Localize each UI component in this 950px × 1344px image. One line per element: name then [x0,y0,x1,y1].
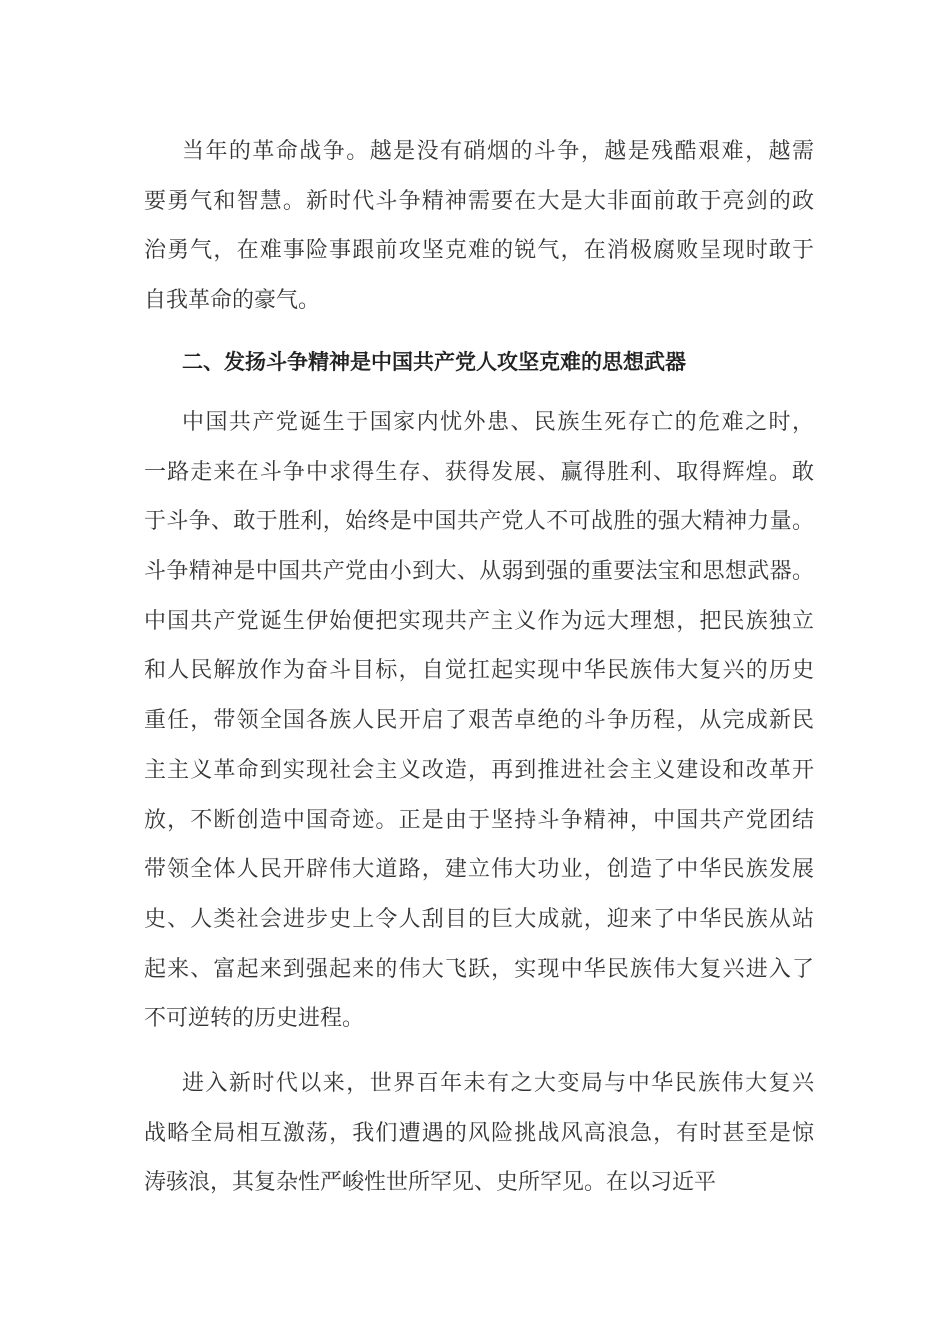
text-line: 于斗争、敢于胜利，始终是中国共产党人不可战胜的强大精神力量。 [144,509,814,535]
text-line: 起来、富起来到强起来的伟大飞跃，实现中华民族伟大复兴进入了 [144,956,814,982]
text-line: 重任，带领全国各族人民开启了艰苦卓绝的斗争历程，从完成新民 [144,708,814,734]
text-line: 不可逆转的历史进程。 [144,1006,365,1032]
text-line: 要勇气和智慧。新时代斗争精神需要在大是大非面前敢于亮剑的政 [144,188,814,214]
section-heading: 二、发扬斗争精神是中国共产党人攻坚克难的思想武器 [182,350,686,374]
text-line: 进入新时代以来，世界百年未有之大变局与中华民族伟大复兴 [182,1071,814,1096]
text-line: 一路走来在斗争中求得生存、获得发展、赢得胜利、取得辉煌。敢 [144,459,814,485]
text-line: 自我革命的豪气。 [144,288,321,314]
text-line: 和人民解放作为奋斗目标，自觉扛起实现中华民族伟大复兴的历史 [144,658,814,684]
paragraph-2 [144,398,814,1044]
paragraph-3 [144,1059,814,1208]
text-line: 中国共产党诞生伊始便把实现共产主义作为远大理想，把民族独立 [144,608,814,634]
text-line: 主主义革命到实现社会主义改造，再到推进社会主义建设和改革开 [144,757,814,783]
text-line: 带领全体人民开辟伟大道路，建立伟大功业，创造了中华民族发展 [144,857,814,883]
paragraph-1 [144,127,814,326]
text-line: 当年的革命战争。越是没有硝烟的斗争，越是残酷艰难，越需 [182,139,814,164]
text-line: 中国共产党诞生于国家内忧外患、民族生死存亡的危难之时， [182,410,814,435]
text-line: 治勇气，在难事险事跟前攻坚克难的锐气，在消极腐败呈现时敢于 [144,238,814,264]
text-line: 史、人类社会进步史上令人刮目的巨大成就，迎来了中华民族从站 [144,906,814,932]
text-line: 斗争精神是中国共产党由小到大、从弱到强的重要法宝和思想武器。 [144,559,814,585]
text-line: 放，不断创造中国奇迹。正是由于坚持斗争精神，中国共产党团结 [144,807,814,833]
text-line: 涛骇浪，其复杂性严峻性世所罕见、史所罕见。在以习近平 [144,1170,717,1196]
text-line: 战略全局相互激荡，我们遭遇的风险挑战风高浪急，有时甚至是惊 [144,1120,814,1146]
